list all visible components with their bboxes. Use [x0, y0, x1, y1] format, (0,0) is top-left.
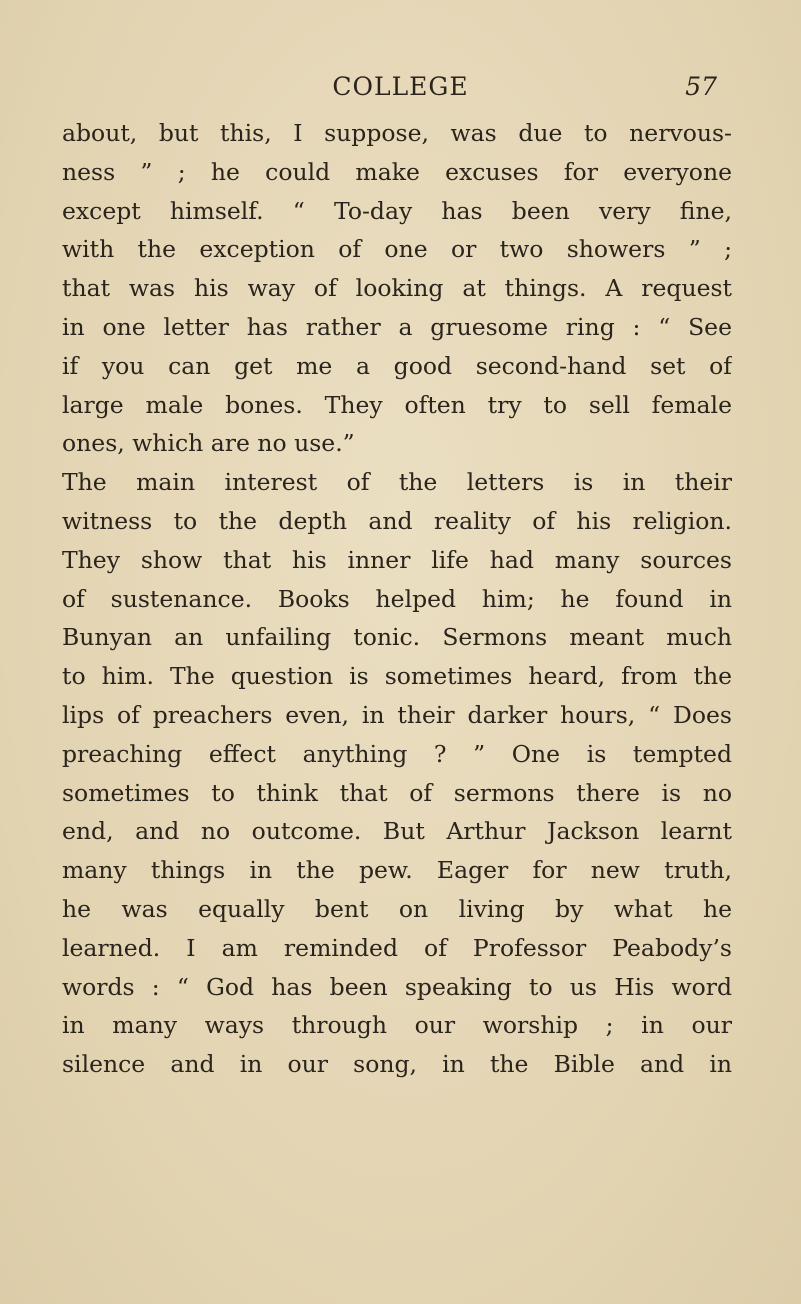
text-line: witness to the depth and reality of his religion.: [62, 506, 732, 535]
page-number: 57: [685, 72, 717, 101]
text-line: sometimes to think that of sermons there is no: [62, 778, 732, 807]
text-line: words : “ God has been speaking to us His word: [62, 972, 732, 1001]
text-line: that was his way of looking at things. A request: [62, 274, 732, 303]
text-line: ness ” ; he could make excuses for everyone: [62, 157, 732, 186]
text-line: large male bones. They often try to sell female: [62, 390, 732, 419]
text-line: lips of preachers even, in their darker hours, “ Does: [62, 700, 732, 729]
text-line: if you can get me a good second-hand set of: [62, 351, 732, 380]
text-line: many things in the pew. Eager for new truth,: [62, 856, 732, 885]
text-line: with the exception of one or two showers ” ;: [62, 235, 732, 264]
text-line: except himself. “ To-day has been very fine,: [62, 196, 732, 225]
text-line: about, but this, I suppose, was due to nervous-: [62, 119, 732, 147]
text-line: The main interest of the letters is in their: [62, 468, 732, 497]
text-line: in many ways through our worship ; in our: [62, 1011, 732, 1040]
text-line: of sustenance. Books helped him; he found in: [62, 584, 732, 613]
text-line: silence and in our song, in the Bible and in: [62, 1050, 732, 1079]
running-title: COLLEGE: [332, 72, 469, 101]
text-line: learned. I am reminded of Professor Peabody’s: [62, 933, 732, 962]
text-line: he was equally bent on living by what he: [62, 894, 732, 923]
text-line: in one letter has rather a gruesome ring : “ See: [62, 312, 732, 341]
text-line: ones, which are no use.”: [62, 429, 355, 458]
text-line: end, and no outcome. But Arthur Jackson learnt: [62, 817, 732, 846]
running-head: [0, 72, 801, 112]
text-line: to him. The question is sometimes heard, from the: [62, 662, 732, 691]
text-line: Bunyan an unfailing tonic. Sermons meant much: [62, 623, 732, 652]
text-line: They show that his inner life had many sources: [62, 545, 732, 574]
body-text: [62, 114, 732, 1084]
text-line: preaching effect anything ? ” One is tempted: [62, 739, 732, 768]
